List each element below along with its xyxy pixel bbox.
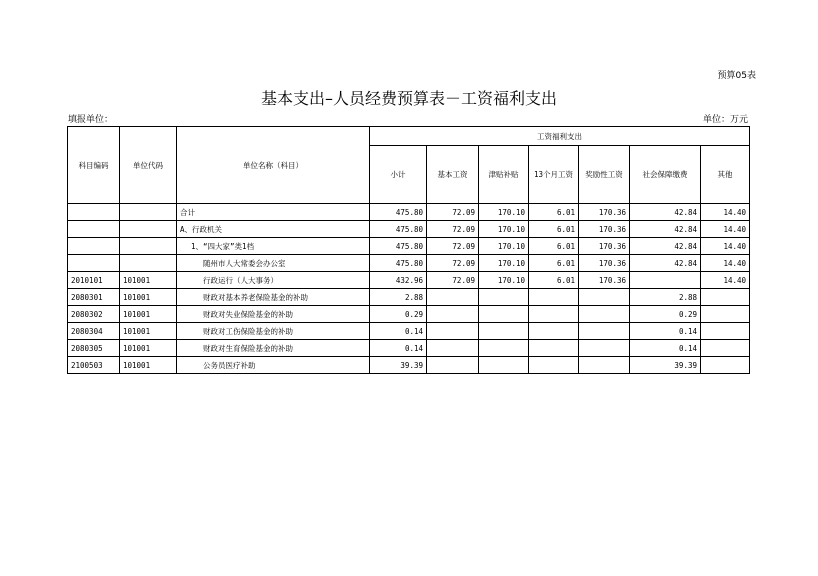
cell-value (579, 306, 630, 323)
cell-unit: 101001 (120, 340, 177, 357)
header-col-social-security: 社会保障缴费 (630, 146, 701, 204)
cell-unit: 101001 (120, 306, 177, 323)
header-group-wages: 工资福利支出 (370, 127, 750, 146)
form-code: 预算05表 (717, 71, 756, 81)
cell-unit: 101001 (120, 323, 177, 340)
cell-name: 财政对生育保险基金的补助 (177, 340, 370, 357)
unit-label: 单位：万元 (702, 115, 748, 125)
cell-code (68, 255, 120, 272)
header-unit-name: 单位名称（科目） (177, 127, 370, 204)
header-unit-code: 单位代码 (120, 127, 177, 204)
cell-value: 432.96 (370, 272, 427, 289)
cell-code (68, 204, 120, 221)
cell-value (630, 272, 701, 289)
table-row (68, 289, 750, 306)
header-col-subtotal: 小计 (370, 146, 427, 204)
cell-unit: 101001 (120, 357, 177, 374)
cell-unit (120, 221, 177, 238)
cell-code: 2010101 (68, 272, 120, 289)
cell-value: 170.10 (479, 272, 529, 289)
header-col-incentive: 奖励性工资 (579, 146, 630, 204)
cell-value: 72.09 (427, 204, 479, 221)
cell-value (579, 340, 630, 357)
cell-value (479, 306, 529, 323)
cell-value: 14.40 (701, 255, 750, 272)
table-row (68, 255, 750, 272)
cell-value: 6.01 (529, 255, 579, 272)
header-subject-code: 科目编码 (68, 127, 120, 204)
cell-value: 0.29 (630, 306, 701, 323)
header-col-13th-month: 13个月工资 (529, 146, 579, 204)
table-row (68, 221, 750, 238)
cell-code: 2080302 (68, 306, 120, 323)
table-row (68, 204, 750, 221)
cell-name: A、行政机关 (177, 221, 370, 238)
cell-code: 2100503 (68, 357, 120, 374)
cell-name: 1、“四大家”类1档 (177, 238, 370, 255)
budget-table (67, 126, 750, 374)
cell-value: 14.40 (701, 221, 750, 238)
table-row (68, 238, 750, 255)
cell-code: 2080305 (68, 340, 120, 357)
cell-value: 475.80 (370, 255, 427, 272)
header-col-basic-wage: 基本工资 (427, 146, 479, 204)
cell-value: 72.09 (427, 255, 479, 272)
cell-value: 72.09 (427, 272, 479, 289)
table-row (68, 272, 750, 289)
cell-value (701, 357, 750, 374)
cell-value (701, 306, 750, 323)
cell-name: 随州市人大常委会办公室 (177, 255, 370, 272)
header-col-other: 其他 (701, 146, 750, 204)
cell-value: 2.88 (370, 289, 427, 306)
cell-value (479, 323, 529, 340)
cell-value: 6.01 (529, 272, 579, 289)
cell-code: 2080304 (68, 323, 120, 340)
cell-code (68, 221, 120, 238)
cell-name: 公务员医疗补助 (177, 357, 370, 374)
cell-value (427, 306, 479, 323)
cell-value (579, 323, 630, 340)
cell-unit (120, 204, 177, 221)
cell-unit (120, 238, 177, 255)
cell-value (479, 340, 529, 357)
cell-value (427, 357, 479, 374)
cell-value (529, 323, 579, 340)
cell-value: 170.36 (579, 272, 630, 289)
cell-value: 0.29 (370, 306, 427, 323)
cell-value (427, 340, 479, 357)
cell-value: 72.09 (427, 238, 479, 255)
cell-unit (120, 255, 177, 272)
cell-value (701, 323, 750, 340)
page-title: 基本支出–人员经费预算表－工资福利支出 (260, 89, 557, 108)
cell-value: 170.10 (479, 238, 529, 255)
table-row (68, 323, 750, 340)
cell-value: 6.01 (529, 238, 579, 255)
cell-value: 6.01 (529, 221, 579, 238)
cell-name: 财政对失业保险基金的补助 (177, 306, 370, 323)
cell-value: 170.36 (579, 204, 630, 221)
cell-value: 170.36 (579, 221, 630, 238)
cell-value: 170.10 (479, 255, 529, 272)
cell-value (479, 357, 529, 374)
cell-value: 14.40 (701, 204, 750, 221)
cell-value: 170.10 (479, 221, 529, 238)
cell-value: 42.84 (630, 255, 701, 272)
cell-value: 0.14 (370, 340, 427, 357)
cell-value (427, 289, 479, 306)
table-row (68, 357, 750, 374)
cell-value: 2.88 (630, 289, 701, 306)
cell-value: 42.84 (630, 204, 701, 221)
cell-name: 财政对工伤保险基金的补助 (177, 323, 370, 340)
cell-value: 170.10 (479, 204, 529, 221)
cell-value: 0.14 (630, 323, 701, 340)
cell-value: 170.36 (579, 238, 630, 255)
cell-value (529, 306, 579, 323)
cell-value (579, 357, 630, 374)
cell-value: 39.39 (630, 357, 701, 374)
cell-value (479, 289, 529, 306)
table-row (68, 306, 750, 323)
cell-value: 39.39 (370, 357, 427, 374)
cell-value (427, 323, 479, 340)
cell-value (529, 289, 579, 306)
cell-name: 合计 (177, 204, 370, 221)
cell-value: 475.80 (370, 238, 427, 255)
cell-value (529, 357, 579, 374)
cell-value: 42.84 (630, 238, 701, 255)
cell-value: 14.40 (701, 238, 750, 255)
cell-value: 475.80 (370, 221, 427, 238)
filler-label: 填报单位： (68, 115, 114, 125)
cell-value: 170.36 (579, 255, 630, 272)
table-row (68, 340, 750, 357)
cell-value (701, 340, 750, 357)
cell-code: 2080301 (68, 289, 120, 306)
cell-value (579, 289, 630, 306)
cell-name: 财政对基本养老保险基金的补助 (177, 289, 370, 306)
cell-value: 42.84 (630, 221, 701, 238)
cell-name: 行政运行（人大事务） (177, 272, 370, 289)
cell-value (529, 340, 579, 357)
header-col-allowance: 津贴补贴 (479, 146, 529, 204)
cell-value: 0.14 (370, 323, 427, 340)
cell-value: 475.80 (370, 204, 427, 221)
cell-value (701, 289, 750, 306)
cell-value: 0.14 (630, 340, 701, 357)
cell-unit: 101001 (120, 289, 177, 306)
cell-code (68, 238, 120, 255)
cell-value: 14.40 (701, 272, 750, 289)
cell-value: 72.09 (427, 221, 479, 238)
cell-value: 6.01 (529, 204, 579, 221)
cell-unit: 101001 (120, 272, 177, 289)
